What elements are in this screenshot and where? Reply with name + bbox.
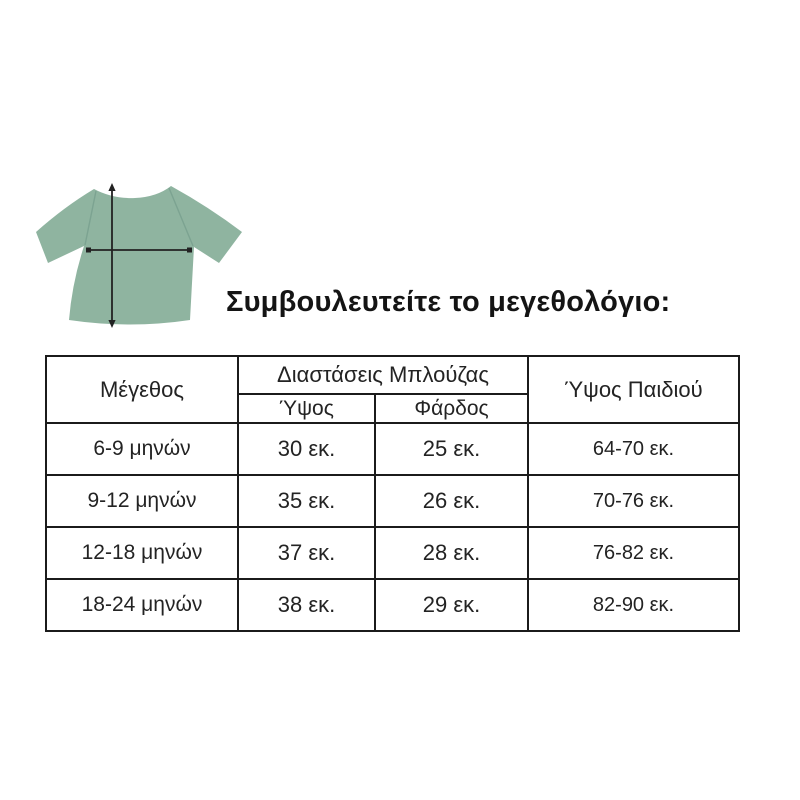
cell-child-height: 76-82 εκ.: [528, 527, 739, 579]
col-header-shirt-height: Ύψος: [238, 394, 375, 423]
col-header-dimensions-group: Διαστάσεις Μπλούζας: [238, 356, 528, 394]
cell-shirt-width: 26 εκ.: [375, 475, 528, 527]
height-arrow-top: [108, 183, 115, 191]
cell-size: 9-12 μηνών: [46, 475, 238, 527]
tshirt-illustration: [34, 181, 244, 331]
cell-child-height: 70-76 εκ.: [528, 475, 739, 527]
cell-shirt-height: 35 εκ.: [238, 475, 375, 527]
col-header-child-height: Ύψος Παιδιού: [528, 356, 739, 423]
cell-size: 18-24 μηνών: [46, 579, 238, 631]
col-header-shirt-width: Φάρδος: [375, 394, 528, 423]
cell-shirt-width: 28 εκ.: [375, 527, 528, 579]
cell-shirt-height: 38 εκ.: [238, 579, 375, 631]
tshirt-body: [36, 186, 242, 325]
table-row: [46, 475, 739, 527]
cell-shirt-height: 37 εκ.: [238, 527, 375, 579]
cell-size: 12-18 μηνών: [46, 527, 238, 579]
cell-shirt-height: 30 εκ.: [238, 423, 375, 475]
table-row: [46, 579, 739, 631]
cell-child-height: 64-70 εκ.: [528, 423, 739, 475]
size-chart-table: [45, 355, 740, 632]
table-row: [46, 423, 739, 475]
table-row: [46, 527, 739, 579]
page-title: Συμβουλευτείτε το μεγεθολόγιο:: [226, 286, 671, 318]
col-header-size: Μέγεθος: [46, 356, 238, 423]
cell-shirt-width: 29 εκ.: [375, 579, 528, 631]
width-endpoint-right: [187, 248, 192, 253]
width-endpoint-left: [86, 248, 91, 253]
cell-child-height: 82-90 εκ.: [528, 579, 739, 631]
cell-size: 6-9 μηνών: [46, 423, 238, 475]
cell-shirt-width: 25 εκ.: [375, 423, 528, 475]
